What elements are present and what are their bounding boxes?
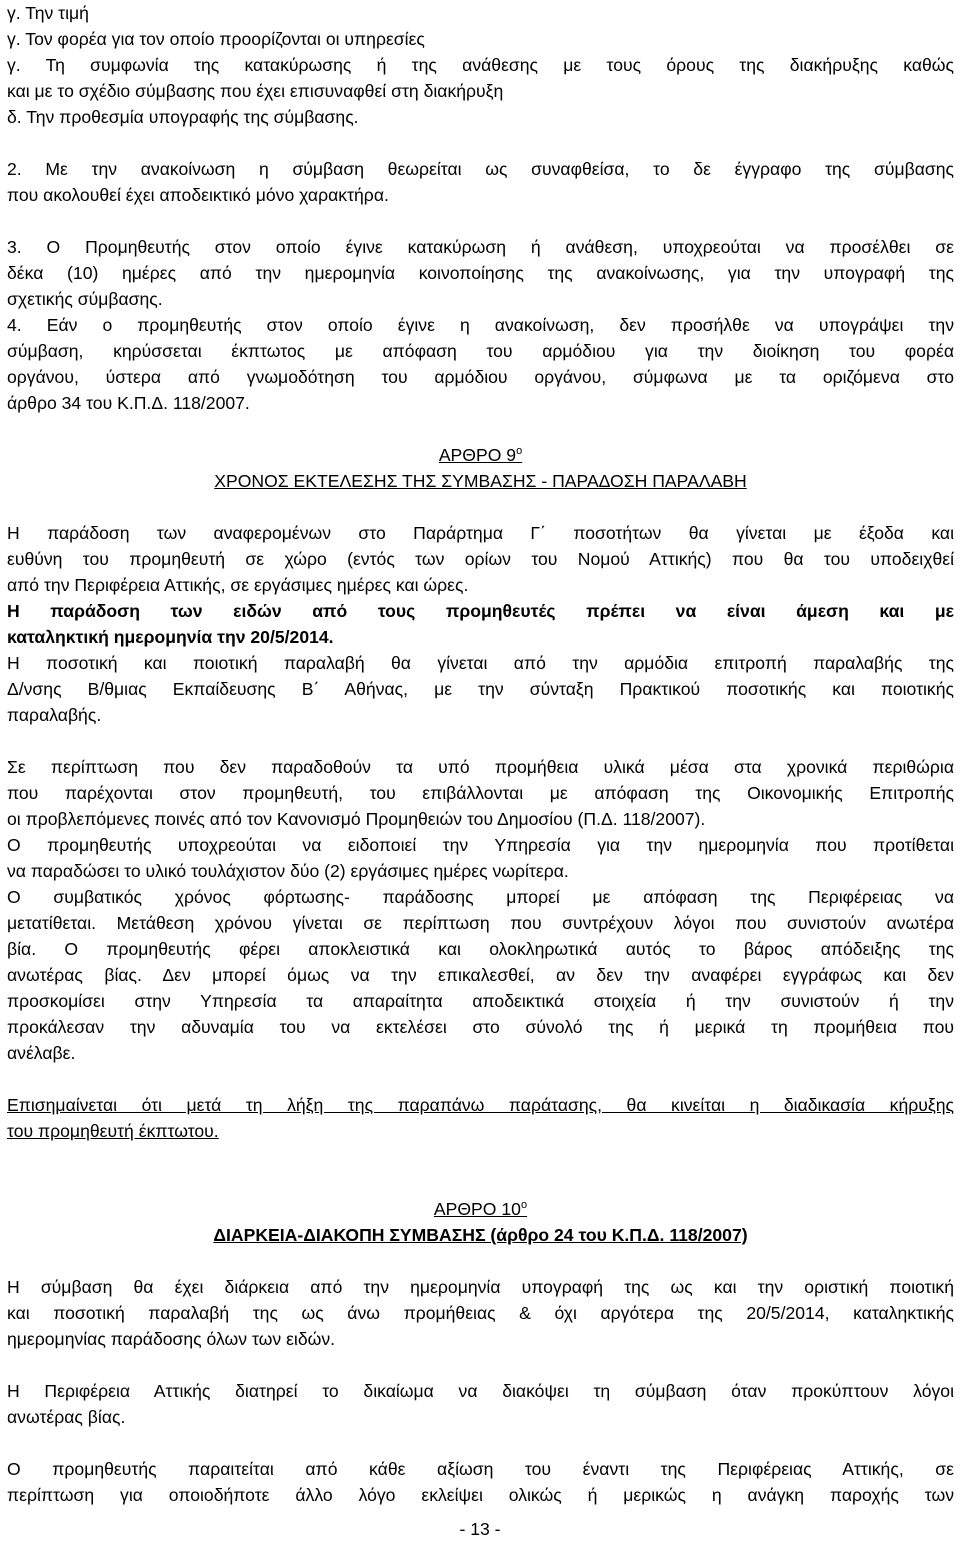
a9-p1-line1: Η παράδοση των αναφερομένων στο Παράρτημα Γ΄ ποσοτήτων θα γίνεται με έξοδα και	[7, 523, 954, 543]
paragraph-2-line1: 2. Με την ανακοίνωση η σύμβαση θεωρείται ως συναφθείσα, το δε έγγραφο της σύμβασης	[7, 159, 954, 179]
top-list	[7, 0, 954, 130]
list-item-d: δ. Την προθεσμία υπογραφής της σύμβασης.	[7, 107, 359, 127]
a9-p1-line2: ευθύνη του προμηθευτή σε χώρο (εντός των ορίων του Νομού Αττικής) που θα του υποδειχθεί	[7, 549, 954, 569]
list-item-c3-line1: γ. Τη συμφωνία της κατακύρωσης ή της ανάθεσης με τους όρους της διακήρυξης καθώς	[7, 55, 954, 75]
a9-p5-line2: μετατίθεται. Μετάθεση χρόνου γίνεται σε περίπτωση που συντρέχουν λόγοι που συνιστούν ανωτέρα	[7, 913, 954, 933]
paragraph-4-line2: σύμβαση, κηρύσσεται έκπτωτος με απόφαση του αρμόδιου για την διοίκηση του φορέα	[7, 341, 954, 361]
a9-p5-line6: προκάλεσαν την αδυναμία του να εκτελέσει στο σύνολό της ή μερικά τη προμήθεια που	[7, 1017, 954, 1037]
article-9-ordinal: ο	[516, 445, 523, 458]
list-item-c1: γ. Την τιμή	[7, 3, 89, 23]
paragraph-3-line1: 3. Ο Προμηθευτής στον οποίο έγινε κατακύρωση ή ανάθεση, υποχρεούται να προσέλθει σε	[7, 237, 954, 257]
a10-p2-line2: ανωτέρας βίας.	[7, 1407, 126, 1427]
paragraph-4-line1: 4. Εάν ο προμηθευτής στον οποίο έγινε η ανακοίνωση, δεν προσήλθε να υπογράψει την	[7, 315, 954, 335]
article-10-title	[7, 1222, 954, 1248]
paragraph-3	[7, 234, 954, 312]
a10-p3-line1: Ο προμηθευτής παραιτείται από κάθε αξίωση του έναντι της Περιφέρειας Αττικής, σε	[7, 1459, 954, 1479]
a9-p3-line1: Σε περίπτωση που δεν παραδοθούν τα υπό προμήθεια υλικά μέσα στα χρονικά περιθώρια	[7, 757, 954, 777]
a9-p4-line1: Ο προμηθευτής υποχρεούται να ειδοποιεί την Υπηρεσία για την ημερομηνία που προτίθεται	[7, 835, 954, 855]
a10-p1-line1: Η σύμβαση θα έχει διάρκεια από την ημερομηνία υπογραφή της ως και την οριστική ποιοτική	[7, 1277, 954, 1297]
a9-p1-line3: από την Περιφέρεια Αττικής, σε εργάσιμες ημέρες και ώρες.	[7, 575, 469, 595]
a9-p3-line3: οι προβλεπόμενες ποινές από τον Κανονισμό Προμηθειών του Δημοσίου (Π.Δ. 118/2007).	[7, 809, 706, 829]
article-10-title-text: ΔΙΑΡΚΕΙΑ-ΔΙΑΚΟΠΗ ΣΥΜΒΑΣΗΣ (άρθρο 24 του Κ.Π.Δ. 118/2007)	[213, 1225, 748, 1245]
a9-bold-line2: καταληκτική ημερομηνία την 20/5/2014.	[7, 627, 334, 647]
paragraph-4-line4: άρθρο 34 του Κ.Π.Δ. 118/2007.	[7, 393, 250, 413]
article-10-number: ΑΡΘΡΟ 10	[433, 1199, 521, 1219]
article-9-title	[7, 468, 954, 494]
a9-p5-line5: προσκομίσει στην Υπηρεσία τα απαραίτητα αποδεικτικά στοιχεία ή την συνιστούν ή την	[7, 991, 954, 1011]
a9-p5-line3: βία. Ο προμηθευτής φέρει αποκλειστικά και ολοκληρωτικά αυτός το βάρος απόδειξης της	[7, 939, 954, 959]
paragraph-4-line3: οργάνου, ύστερα από γνωμοδότηση του αρμόδιου οργάνου, σύμφωνα με τα οριζόμενα στο	[7, 367, 954, 387]
article-10-ordinal: ο	[520, 1199, 528, 1212]
list-item-c3-line2: και με το σχέδιο σύμβασης που έχει επισυναφθεί στη διακήρυξη	[7, 81, 504, 101]
a10-p1-line2: και ποσοτική παραλαβή της ως άνω προμήθειας & όχι αργότερα της 20/5/2014, καταληκτικής	[7, 1303, 954, 1323]
article-9-heading	[7, 442, 954, 468]
a10-p1-line3: ημερομηνίας παράδοσης όλων των ειδών.	[7, 1329, 336, 1349]
article-10-body	[7, 1274, 954, 1508]
a9-p2-line1: Η ποσοτική και ποιοτική παραλαβή θα γίνεται από την αρμόδια επιτροπή παραλαβής της	[7, 653, 954, 673]
a9-underlined-line1: Επισημαίνεται ότι μετά τη λήξη της παραπάνω παράτασης, θα κινείται η διαδικασία κήρυξης	[7, 1095, 954, 1115]
a9-p5-line4: ανωτέρας βίας. Δεν μπορεί όμως να την επικαλεσθεί, αν δεν την αναφέρει εγγράφως και δεν	[7, 965, 954, 985]
a9-p4-line2: να παραδώσει το υλικό τουλάχιστον δύο (2) εργάσιμες ημέρες νωρίτερα.	[7, 861, 569, 881]
article-9-body	[7, 520, 954, 1144]
article-9-title-text: ΧΡΟΝΟΣ ΕΚΤΕΛΕΣΗΣ ΤΗΣ ΣΥΜΒΑΣΗΣ - ΠΑΡΑΔΟΣΗ ΠΑΡΑΛΑΒΗ	[214, 471, 747, 491]
a9-bold-line1: Η παράδοση των ειδών από τους προμηθευτές πρέπει να είναι άμεση και με	[7, 601, 954, 621]
paragraph-4	[7, 312, 954, 416]
article-9-number: ΑΡΘΡΟ 9	[438, 445, 517, 465]
a9-p2-line2: Δ/νσης Β/θμιας Εκπαίδευσης Β΄ Αθήνας, με την σύνταξη Πρακτικού ποσοτικής και ποιοτικής	[7, 679, 954, 699]
paragraph-3-line2: δέκα (10) ημέρες από την ημερομηνία κοινοποίησης της ανακοίνωσης, για την υπογραφή της	[7, 263, 954, 283]
paragraph-3-line3: σχετικής σύμβασης.	[7, 289, 163, 309]
page-number: - 13 -	[459, 1519, 501, 1539]
a10-p2-line1: Η Περιφέρεια Αττικής διατηρεί το δικαίωμα να διακόψει τη σύμβαση όταν προκύπτουν λόγοι	[7, 1381, 954, 1401]
a9-p5-line1: Ο συμβατικός χρόνος φόρτωσης- παράδοσης μπορεί με απόφαση της Περιφέρειας να	[7, 887, 954, 907]
a9-p5-line7: ανέλαβε.	[7, 1043, 76, 1063]
paragraph-2	[7, 156, 954, 208]
a9-underlined-line2: του προμηθευτή έκπτωτου.	[7, 1121, 219, 1141]
paragraph-2-line2: που ακολουθεί έχει αποδεικτικό μόνο χαρακτήρα.	[7, 185, 389, 205]
a9-p3-line2: που παρέχονται στον προμηθευτή, του επιβάλλονται με απόφαση της Οικονομικής Επιτροπής	[7, 783, 954, 803]
page-body	[7, 0, 954, 1508]
a9-p2-line3: παραλαβής.	[7, 705, 102, 725]
list-item-c2: γ. Τον φορέα για τον οποίο προορίζονται οι υπηρεσίες	[7, 29, 425, 49]
article-10-heading	[7, 1196, 954, 1222]
a10-p3-line2: περίπτωση για οποιοδήποτε άλλο λόγο εκλείψει ολικώς ή μερικώς η ανάγκη παροχής των	[7, 1485, 954, 1505]
